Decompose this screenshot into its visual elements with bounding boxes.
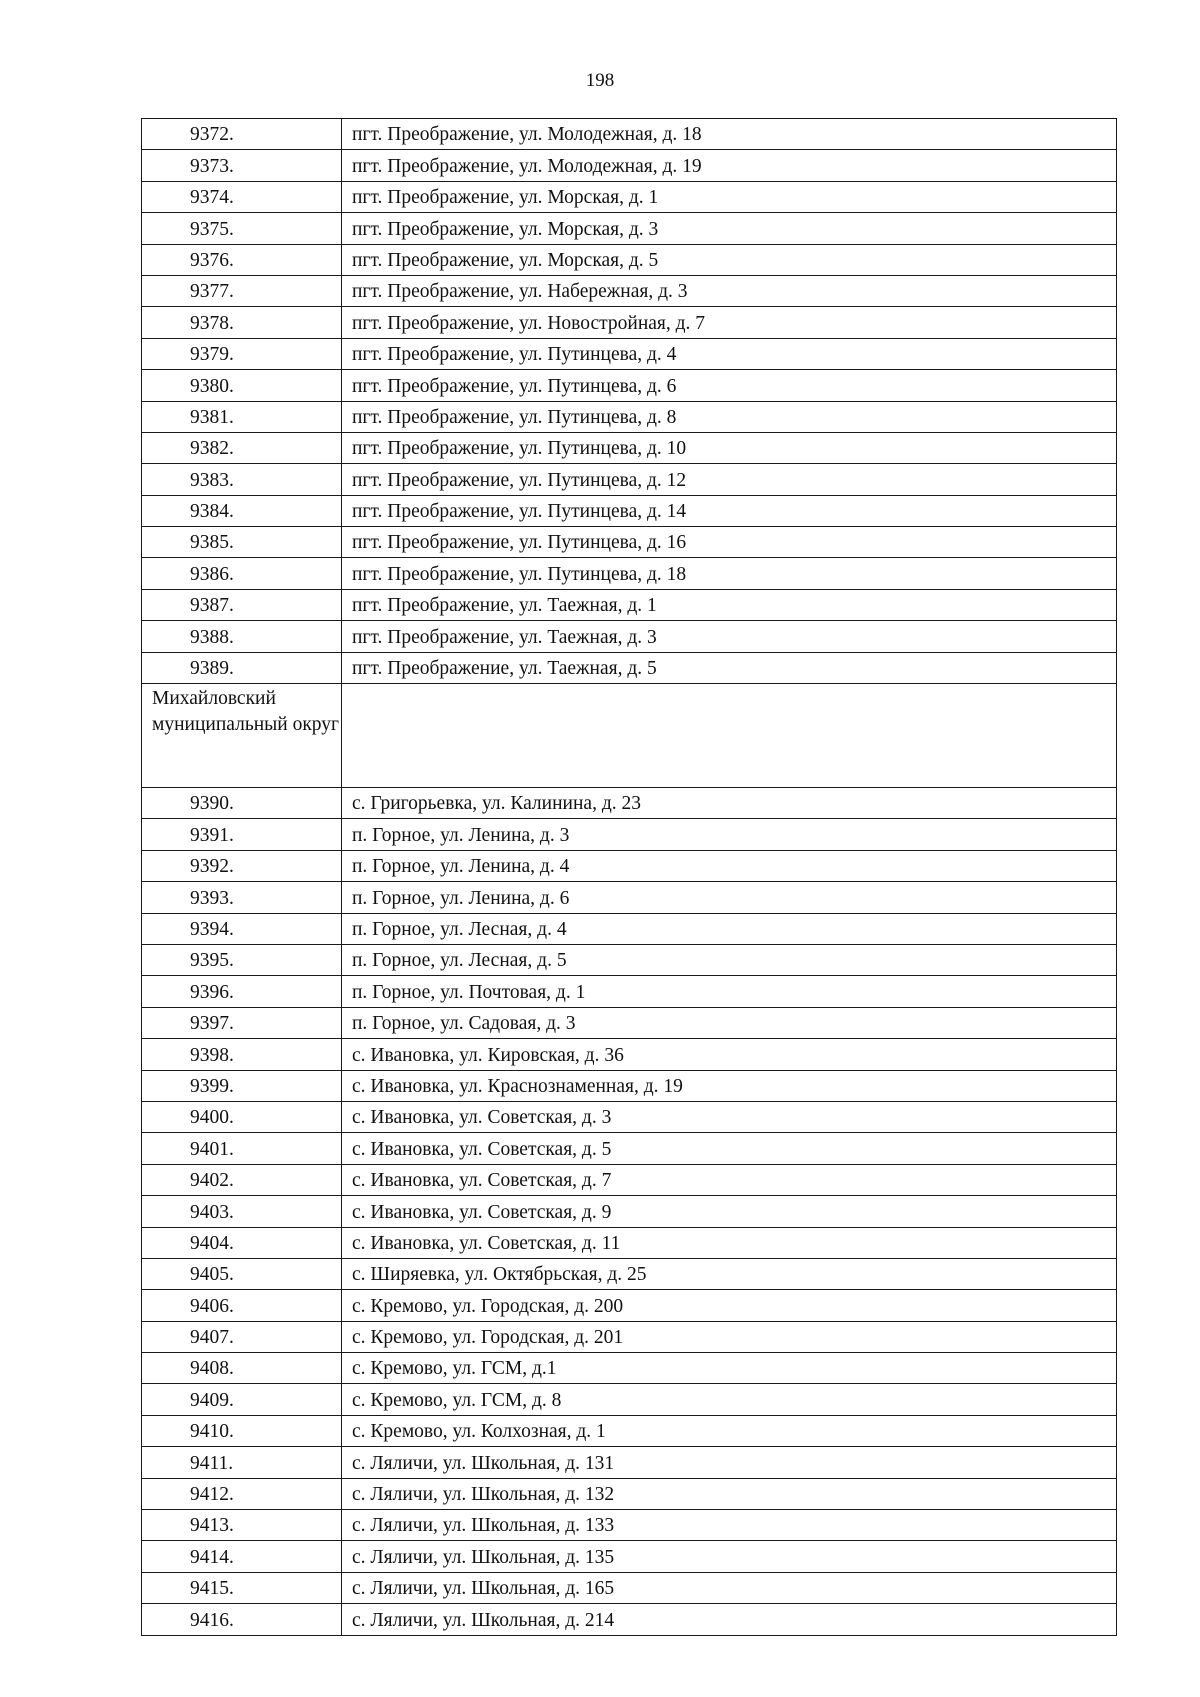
table-row bbox=[142, 976, 1117, 1007]
row-number: 9393. bbox=[142, 882, 342, 913]
row-number: 9409. bbox=[142, 1384, 342, 1415]
row-address: п. Горное, ул. Ленина, д. 6 bbox=[342, 882, 1117, 913]
row-address: с. Ляличи, ул. Школьная, д. 214 bbox=[342, 1604, 1117, 1635]
row-number: 9379. bbox=[142, 338, 342, 369]
row-address: пгт. Преображение, ул. Набережная, д. 3 bbox=[342, 275, 1117, 306]
row-number: 9384. bbox=[142, 495, 342, 526]
row-number: 9378. bbox=[142, 307, 342, 338]
table-row bbox=[142, 1510, 1117, 1541]
section-group bbox=[142, 684, 1117, 788]
row-address: пгт. Преображение, ул. Путинцева, д. 18 bbox=[342, 558, 1117, 589]
row-number: 9372. bbox=[142, 119, 342, 150]
row-address: с. Ивановка, ул. Краснознаменная, д. 19 bbox=[342, 1070, 1117, 1101]
row-number: 9377. bbox=[142, 275, 342, 306]
table-row bbox=[142, 181, 1117, 212]
row-number: 9395. bbox=[142, 944, 342, 975]
table-row bbox=[142, 652, 1117, 683]
row-address: пгт. Преображение, ул. Молодежная, д. 19 bbox=[342, 150, 1117, 181]
table-row bbox=[142, 338, 1117, 369]
table-row bbox=[142, 882, 1117, 913]
table-row bbox=[142, 1164, 1117, 1195]
section-header-row bbox=[142, 684, 1117, 788]
table-row bbox=[142, 944, 1117, 975]
table-row bbox=[142, 1101, 1117, 1132]
row-address: п. Горное, ул. Садовая, д. 3 bbox=[342, 1007, 1117, 1038]
row-address: с. Ивановка, ул. Советская, д. 7 bbox=[342, 1164, 1117, 1195]
row-address: пгт. Преображение, ул. Путинцева, д. 10 bbox=[342, 432, 1117, 463]
row-number: 9411. bbox=[142, 1447, 342, 1478]
row-address: с. Ширяевка, ул. Октябрьская, д. 25 bbox=[342, 1258, 1117, 1289]
row-number: 9381. bbox=[142, 401, 342, 432]
table-row bbox=[142, 464, 1117, 495]
table-row bbox=[142, 1415, 1117, 1446]
row-address: пгт. Преображение, ул. Таежная, д. 3 bbox=[342, 621, 1117, 652]
table-row bbox=[142, 913, 1117, 944]
table-row bbox=[142, 307, 1117, 338]
table-row bbox=[142, 1007, 1117, 1038]
row-number: 9412. bbox=[142, 1478, 342, 1509]
table-row bbox=[142, 370, 1117, 401]
table-row bbox=[142, 621, 1117, 652]
row-number: 9392. bbox=[142, 850, 342, 881]
row-address: с. Ивановка, ул. Советская, д. 5 bbox=[342, 1133, 1117, 1164]
row-address: пгт. Преображение, ул. Таежная, д. 5 bbox=[342, 652, 1117, 683]
row-address: с. Ивановка, ул. Кировская, д. 36 bbox=[342, 1039, 1117, 1070]
row-number: 9396. bbox=[142, 976, 342, 1007]
table-row bbox=[142, 1258, 1117, 1289]
table-row bbox=[142, 1447, 1117, 1478]
row-address: пгт. Преображение, ул. Морская, д. 1 bbox=[342, 181, 1117, 212]
row-number: 9402. bbox=[142, 1164, 342, 1195]
row-address: с. Кремово, ул. Городская, д. 201 bbox=[342, 1321, 1117, 1352]
row-number: 9373. bbox=[142, 150, 342, 181]
table-row bbox=[142, 1572, 1117, 1603]
row-number: 9405. bbox=[142, 1258, 342, 1289]
row-number: 9408. bbox=[142, 1353, 342, 1384]
row-number: 9375. bbox=[142, 213, 342, 244]
row-address: с. Григорьевка, ул. Калинина, д. 23 bbox=[342, 788, 1117, 819]
row-number: 9406. bbox=[142, 1290, 342, 1321]
table-row bbox=[142, 1196, 1117, 1227]
row-address: п. Горное, ул. Почтовая, д. 1 bbox=[342, 976, 1117, 1007]
row-number: 9387. bbox=[142, 589, 342, 620]
row-address: с. Ивановка, ул. Советская, д. 9 bbox=[342, 1196, 1117, 1227]
table-row bbox=[142, 1070, 1117, 1101]
table-row bbox=[142, 589, 1117, 620]
table-row bbox=[142, 819, 1117, 850]
table-row bbox=[142, 432, 1117, 463]
table-row bbox=[142, 213, 1117, 244]
row-number: 9374. bbox=[142, 181, 342, 212]
address-table bbox=[141, 118, 1117, 1636]
row-address: с. Ляличи, ул. Школьная, д. 133 bbox=[342, 1510, 1117, 1541]
row-number: 9414. bbox=[142, 1541, 342, 1572]
row-number: 9416. bbox=[142, 1604, 342, 1635]
row-number: 9390. bbox=[142, 788, 342, 819]
row-address: п. Горное, ул. Лесная, д. 5 bbox=[342, 944, 1117, 975]
table-row bbox=[142, 788, 1117, 819]
row-address: пгт. Преображение, ул. Путинцева, д. 16 bbox=[342, 527, 1117, 558]
table-row bbox=[142, 1478, 1117, 1509]
row-address: пгт. Преображение, ул. Морская, д. 5 bbox=[342, 244, 1117, 275]
table-row bbox=[142, 1384, 1117, 1415]
row-address: пгт. Преображение, ул. Молодежная, д. 18 bbox=[342, 119, 1117, 150]
row-number: 9386. bbox=[142, 558, 342, 589]
row-number: 9413. bbox=[142, 1510, 342, 1541]
row-number: 9403. bbox=[142, 1196, 342, 1227]
row-address: с. Ивановка, ул. Советская, д. 3 bbox=[342, 1101, 1117, 1132]
row-address: п. Горное, ул. Ленина, д. 3 bbox=[342, 819, 1117, 850]
row-number: 9382. bbox=[142, 432, 342, 463]
row-address: с. Кремово, ул. Колхозная, д. 1 bbox=[342, 1415, 1117, 1446]
row-number: 9388. bbox=[142, 621, 342, 652]
row-number: 9410. bbox=[142, 1415, 342, 1446]
row-number: 9394. bbox=[142, 913, 342, 944]
row-address: с. Кремово, ул. Городская, д. 200 bbox=[342, 1290, 1117, 1321]
row-number: 9380. bbox=[142, 370, 342, 401]
table-row bbox=[142, 850, 1117, 881]
table-row bbox=[142, 1604, 1117, 1635]
row-address: с. Ляличи, ул. Школьная, д. 132 bbox=[342, 1478, 1117, 1509]
row-address: п. Горное, ул. Ленина, д. 4 bbox=[342, 850, 1117, 881]
row-address: с. Ивановка, ул. Советская, д. 11 bbox=[342, 1227, 1117, 1258]
row-number: 9398. bbox=[142, 1039, 342, 1070]
row-address: пгт. Преображение, ул. Морская, д. 3 bbox=[342, 213, 1117, 244]
row-address: пгт. Преображение, ул. Путинцева, д. 12 bbox=[342, 464, 1117, 495]
table-row bbox=[142, 401, 1117, 432]
section-empty-cell bbox=[342, 684, 1117, 788]
row-address: с. Ляличи, ул. Школьная, д. 165 bbox=[342, 1572, 1117, 1603]
row-address: пгт. Преображение, ул. Путинцева, д. 4 bbox=[342, 338, 1117, 369]
row-address: пгт. Преображение, ул. Таежная, д. 1 bbox=[342, 589, 1117, 620]
table-row bbox=[142, 1541, 1117, 1572]
table-row bbox=[142, 527, 1117, 558]
row-address: п. Горное, ул. Лесная, д. 4 bbox=[342, 913, 1117, 944]
row-number: 9400. bbox=[142, 1101, 342, 1132]
row-number: 9415. bbox=[142, 1572, 342, 1603]
table-row bbox=[142, 1353, 1117, 1384]
row-address: пгт. Преображение, ул. Новостройная, д. 7 bbox=[342, 307, 1117, 338]
row-number: 9399. bbox=[142, 1070, 342, 1101]
row-address: пгт. Преображение, ул. Путинцева, д. 8 bbox=[342, 401, 1117, 432]
table-row bbox=[142, 150, 1117, 181]
page-number: 198 bbox=[585, 70, 615, 91]
row-number: 9383. bbox=[142, 464, 342, 495]
table-row bbox=[142, 495, 1117, 526]
row-number: 9389. bbox=[142, 652, 342, 683]
row-number: 9401. bbox=[142, 1133, 342, 1164]
table-row bbox=[142, 275, 1117, 306]
row-address: пгт. Преображение, ул. Путинцева, д. 14 bbox=[342, 495, 1117, 526]
row-number: 9404. bbox=[142, 1227, 342, 1258]
row-number: 9391. bbox=[142, 819, 342, 850]
table-row bbox=[142, 1321, 1117, 1352]
row-address: пгт. Преображение, ул. Путинцева, д. 6 bbox=[342, 370, 1117, 401]
table-row bbox=[142, 1133, 1117, 1164]
row-address: с. Кремово, ул. ГСМ, д. 8 bbox=[342, 1384, 1117, 1415]
row-number: 9376. bbox=[142, 244, 342, 275]
row-number: 9407. bbox=[142, 1321, 342, 1352]
row-number: 9397. bbox=[142, 1007, 342, 1038]
row-address: с. Ляличи, ул. Школьная, д. 135 bbox=[342, 1541, 1117, 1572]
row-address: с. Ляличи, ул. Школьная, д. 131 bbox=[342, 1447, 1117, 1478]
table-row bbox=[142, 1290, 1117, 1321]
row-address: с. Кремово, ул. ГСМ, д.1 bbox=[342, 1353, 1117, 1384]
table-row bbox=[142, 558, 1117, 589]
table-row bbox=[142, 244, 1117, 275]
table-row bbox=[142, 1227, 1117, 1258]
table-row bbox=[142, 1039, 1117, 1070]
table-body-part-2 bbox=[142, 788, 1117, 1636]
section-title: Михайловский муниципальный округ bbox=[142, 684, 342, 788]
table-body-part-1 bbox=[142, 119, 1117, 684]
row-number: 9385. bbox=[142, 527, 342, 558]
table-row bbox=[142, 119, 1117, 150]
